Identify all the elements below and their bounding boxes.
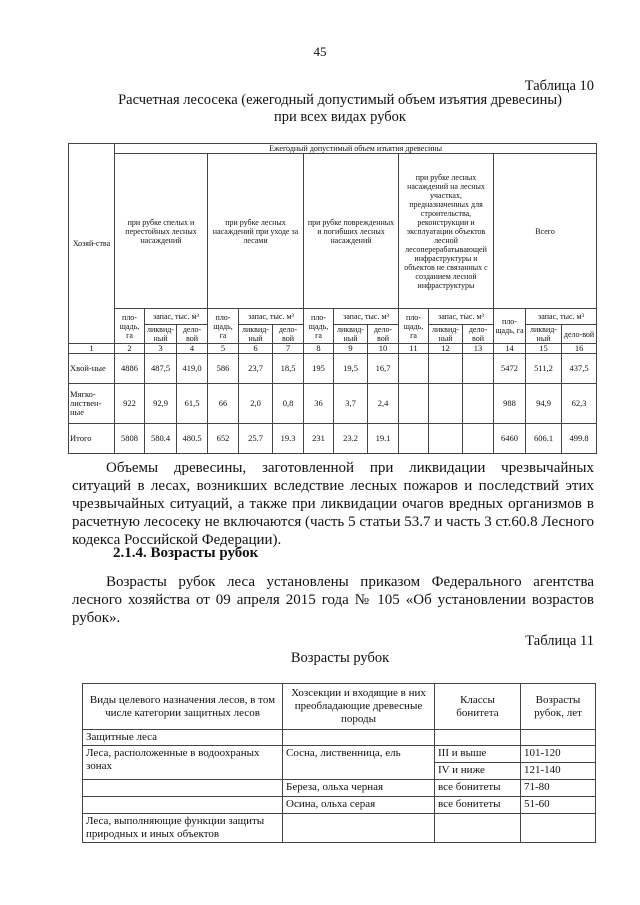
cell: 480.5 xyxy=(177,424,208,454)
cell-age: 121-140 xyxy=(521,763,596,780)
section-heading: 2.1.4. Возрасты рубок xyxy=(113,545,259,561)
th-area: пло-щадь, га xyxy=(208,309,239,344)
cell: 499.8 xyxy=(562,424,597,454)
page-number: 45 xyxy=(313,44,327,59)
table-row xyxy=(83,746,596,763)
cell: 36 xyxy=(304,384,334,424)
th-area: пло-щадь, га xyxy=(494,309,526,344)
cell: 16,7 xyxy=(368,354,399,384)
table-allowable-cut xyxy=(68,143,597,454)
cell-species: Осина, ольха серая xyxy=(283,797,435,814)
col-number: 9 xyxy=(334,344,368,354)
th-liquid: ликвид-ный xyxy=(239,325,273,344)
col-number: 3 xyxy=(145,344,177,354)
cell xyxy=(429,424,463,454)
cell xyxy=(463,384,494,424)
cell: 6460 xyxy=(494,424,526,454)
cell-age: 101-120 xyxy=(521,746,596,763)
row-label-water-zones: Леса, расположенные в водоохраных зонах xyxy=(83,746,283,780)
col-number: 14 xyxy=(494,344,526,354)
cell-empty xyxy=(435,730,521,746)
cell: 3,7 xyxy=(334,384,368,424)
table10-label: Таблица 10 xyxy=(524,78,594,94)
cell xyxy=(463,424,494,454)
cell: 23,7 xyxy=(239,354,273,384)
cell xyxy=(429,384,463,424)
th-business: дело-вой xyxy=(368,325,399,344)
cell: 487,5 xyxy=(145,354,177,384)
paragraph-cutting-ages-text: Возрасты рубок леса установлены приказом Федерального агентства лесного хозяйства от 09 апреля 2015 года № 105 «Об установлении возрастов рубок». xyxy=(72,574,594,626)
cell: 2,4 xyxy=(368,384,399,424)
cell: 62,3 xyxy=(562,384,597,424)
cell: 92,9 xyxy=(145,384,177,424)
cell: 231 xyxy=(304,424,334,454)
cell xyxy=(463,354,494,384)
th-liquid: ликвид-ный xyxy=(334,325,368,344)
cell xyxy=(429,354,463,384)
cell: 5808 xyxy=(115,424,145,454)
th-business: дело-вой xyxy=(463,325,494,344)
th-business: дело-вой xyxy=(562,325,597,344)
col-number: 11 xyxy=(399,344,429,354)
section-protection-functions: Леса, выполняющие функции защиты природных и иных объектов xyxy=(83,814,283,843)
table-row xyxy=(83,797,596,814)
cell: 61,5 xyxy=(177,384,208,424)
th-group-mature: при рубке спелых и перестойных лесных насаждений xyxy=(115,154,208,309)
cell xyxy=(399,384,429,424)
table-cutting-ages xyxy=(82,683,596,843)
col-number: 12 xyxy=(429,344,463,354)
th-business: дело-вой xyxy=(177,325,208,344)
cell: 19.1 xyxy=(368,424,399,454)
col-number: 13 xyxy=(463,344,494,354)
row-name: Хвой-ные xyxy=(69,354,115,384)
table-row xyxy=(69,384,597,424)
th-stock-total: запас, тыс. м³ xyxy=(526,309,597,325)
cell: 0,8 xyxy=(273,384,304,424)
col-number: 8 xyxy=(304,344,334,354)
th-age: Возрасты рубок, лет xyxy=(521,684,596,730)
th-area: пло-щадь, га xyxy=(115,309,145,344)
cell: 4886 xyxy=(115,354,145,384)
cell-empty xyxy=(283,814,435,843)
cell: 437,5 xyxy=(562,354,597,384)
paragraph-cutting-ages xyxy=(72,573,594,627)
cell: 25.7 xyxy=(239,424,273,454)
th-stock: запас, тыс. м³ xyxy=(145,309,208,325)
cell: 94,9 xyxy=(526,384,562,424)
cell-age: 71-80 xyxy=(521,780,596,797)
cell: 606.1 xyxy=(526,424,562,454)
cell: 5472 xyxy=(494,354,526,384)
th-purpose: Виды целевого назначения лесов, в том числе категории защитных лесов xyxy=(83,684,283,730)
column-number-row xyxy=(69,344,597,354)
col-number: 15 xyxy=(526,344,562,354)
table-row xyxy=(69,424,597,454)
cell-empty xyxy=(521,814,596,843)
col-number: 7 xyxy=(273,344,304,354)
table10-title xyxy=(60,92,620,126)
col-number: 5 xyxy=(208,344,239,354)
th-liquid: ликвид-ный xyxy=(526,325,562,344)
col-number: 6 xyxy=(239,344,273,354)
cell-empty xyxy=(83,797,283,814)
th-group-damaged: при рубке поврежденных и погибших лесных насаждений xyxy=(304,154,399,309)
cell: 19,5 xyxy=(334,354,368,384)
th-liquid: ликвид-ный xyxy=(145,325,177,344)
cell: 23.2 xyxy=(334,424,368,454)
cell: 66 xyxy=(208,384,239,424)
cell-age: 51-60 xyxy=(521,797,596,814)
th-species: Хозсекции и входящие в них преобладающие древесные породы xyxy=(283,684,435,730)
cell-class: все бонитеты xyxy=(435,797,521,814)
col-number: 4 xyxy=(177,344,208,354)
th-main: Ежегодный допустимый объем изъятия древесины xyxy=(115,144,597,154)
th-group-construction: при рубке лесных насаждений на лесных участках, предназначенных для строительства, реконструкции и эксплуатации объектов лесной лесоперерабатывающей инфраструктуры и объектов не связанных с созданием лесной инфраструктуры xyxy=(399,154,494,309)
th-species: Хозяй-ства xyxy=(69,144,115,344)
th-group-care: при рубке лесных насаждений при уходе за лесами xyxy=(208,154,304,309)
table11-label: Таблица 11 xyxy=(525,633,594,649)
cell-class: IV и ниже xyxy=(435,763,521,780)
col-number: 10 xyxy=(368,344,399,354)
table10-title-line2: при всех видах рубок xyxy=(274,109,406,125)
cell: 195 xyxy=(304,354,334,384)
cell: 511,2 xyxy=(526,354,562,384)
cell: 922 xyxy=(115,384,145,424)
cell: 586 xyxy=(208,354,239,384)
th-stock: запас, тыс. м³ xyxy=(429,309,494,325)
th-class: Классы бонитета xyxy=(435,684,521,730)
cell: 580.4 xyxy=(145,424,177,454)
th-area: пло-щадь, га xyxy=(304,309,334,344)
row-name: Итого xyxy=(69,424,115,454)
th-business: дело-вой xyxy=(273,325,304,344)
th-stock: запас, тыс. м³ xyxy=(239,309,304,325)
cell-empty xyxy=(83,780,283,797)
cell xyxy=(399,424,429,454)
cell-class: III и выше xyxy=(435,746,521,763)
table11-title: Возрасты рубок xyxy=(290,650,390,666)
row-name: Мягко-листвен-ные xyxy=(69,384,115,424)
cell-species: Береза, ольха черная xyxy=(283,780,435,797)
cell xyxy=(399,354,429,384)
cell-empty xyxy=(283,730,435,746)
th-liquid: ликвид-ный xyxy=(429,325,463,344)
col-number: 2 xyxy=(115,344,145,354)
cell: 18,5 xyxy=(273,354,304,384)
th-group-total: Всего xyxy=(494,154,597,309)
cell: 19.3 xyxy=(273,424,304,454)
cell: 419,0 xyxy=(177,354,208,384)
col-number: 16 xyxy=(562,344,597,354)
cell: 988 xyxy=(494,384,526,424)
cell-empty xyxy=(521,730,596,746)
paragraph-exclusions-text: Объемы древесины, заготовленной при ликвидации чрезвычайных ситуаций в лесах, возникших вследствие лесных пожаров и последствий этих чрезвычайных ситуаций, а также при ликвидации очагов вредных организмов в расчетную лесосеку не включаются (часть 5 статьи 53.7 и часть 3 ст.60.8 Лесного кодекса Российской Федерации). xyxy=(72,460,594,548)
cell-empty xyxy=(435,814,521,843)
col-number: 1 xyxy=(69,344,115,354)
cell-class: все бонитеты xyxy=(435,780,521,797)
paragraph-exclusions xyxy=(72,459,594,549)
table-row xyxy=(69,354,597,384)
cell: 652 xyxy=(208,424,239,454)
table-row xyxy=(83,780,596,797)
th-stock: запас, тыс. м³ xyxy=(334,309,399,325)
cell-species: Сосна, лиственница, ель xyxy=(283,746,435,780)
cell: 2,0 xyxy=(239,384,273,424)
th-area: пло-щадь, га xyxy=(399,309,429,344)
table10-title-line1: Расчетная лесосека (ежегодный допустимый объем изъятия древесины) xyxy=(118,92,562,108)
section-protective: Защитные леса xyxy=(83,730,283,746)
